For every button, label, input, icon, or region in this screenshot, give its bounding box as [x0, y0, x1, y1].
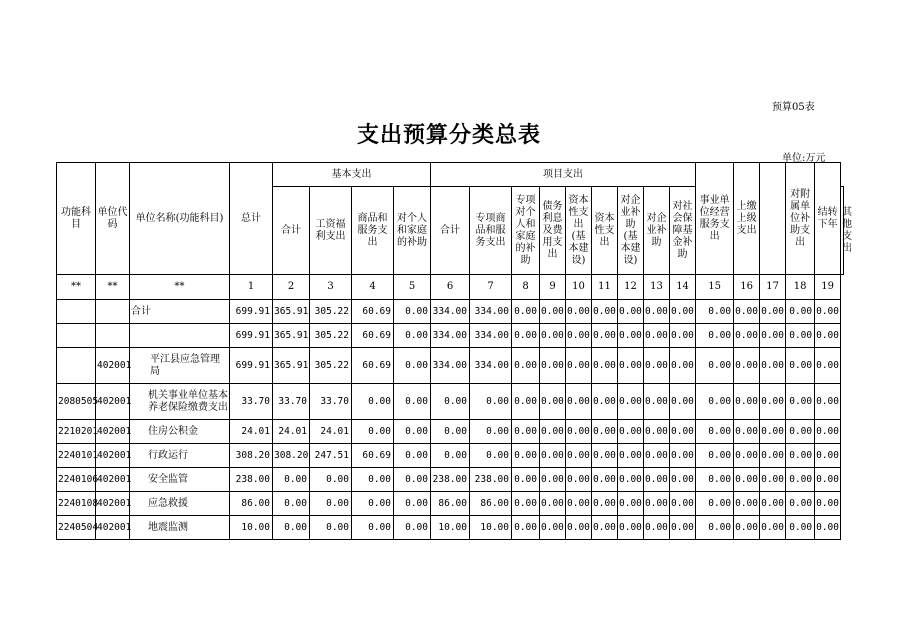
value-cell: 24.01 [310, 420, 352, 444]
value-cell: 0.00 [786, 324, 815, 348]
value-cell: 334.00 [431, 300, 470, 324]
value-cell: 0.00 [540, 348, 566, 384]
value-cell: 0.00 [431, 384, 470, 420]
value-cell: 0.00 [540, 492, 566, 516]
value-cell: 0.00 [760, 468, 786, 492]
value-cell: 0.00 [734, 516, 760, 540]
value-cell: 0.00 [394, 516, 431, 540]
value-cell: 0.00 [512, 384, 540, 420]
value-cell: 0.00 [734, 324, 760, 348]
value-cell: 305.22 [310, 324, 352, 348]
header-salary: 工资福利支出 [310, 187, 352, 275]
value-cell: 0.00 [310, 516, 352, 540]
value-cell: 0.00 [512, 444, 540, 468]
table-row [57, 468, 844, 492]
table-row [57, 300, 844, 324]
header-subsidiary: 对附属单位补助支出 [786, 163, 815, 275]
unit-code-cell [96, 300, 130, 324]
index-cell: 4 [352, 275, 394, 300]
value-cell: 0.00 [592, 444, 618, 468]
func-code-cell [57, 348, 96, 384]
value-cell: 86.00 [431, 492, 470, 516]
value-cell: 0.00 [696, 384, 734, 420]
value-cell: 0.00 [618, 492, 644, 516]
index-cell: 15 [696, 275, 734, 300]
header-debt: 债务利息及费用支出 [540, 187, 566, 275]
header-func-subject: 功能科目 [57, 163, 96, 275]
value-cell: 0.00 [566, 324, 592, 348]
value-cell: 0.00 [592, 300, 618, 324]
value-cell: 0.00 [618, 516, 644, 540]
value-cell: 0.00 [512, 420, 540, 444]
value-cell: 0.00 [815, 420, 841, 444]
value-cell: 0.00 [760, 384, 786, 420]
value-cell: 0.00 [540, 468, 566, 492]
value-cell: 0.00 [566, 384, 592, 420]
value-cell: 0.00 [815, 492, 841, 516]
index-cell: 11 [592, 275, 618, 300]
index-cell: 3 [310, 275, 352, 300]
value-cell: 0.00 [734, 300, 760, 324]
value-cell: 0.00 [470, 444, 512, 468]
unit-code-cell [96, 324, 130, 348]
unit-code-cell: 402001 [96, 468, 130, 492]
unit-code-cell: 402001 [96, 516, 130, 540]
func-code-cell: 2210201 [57, 420, 96, 444]
func-code-cell: 2080505 [57, 384, 96, 420]
value-cell: 0.00 [644, 468, 670, 492]
table-row [57, 348, 844, 384]
table-row [57, 492, 844, 516]
value-cell: 0.00 [760, 300, 786, 324]
header-other: 其他支出 [841, 187, 844, 275]
value-cell: 33.70 [273, 384, 310, 420]
index-cell: 10 [566, 275, 592, 300]
header-basic: 基本支出 [273, 163, 431, 187]
value-cell: 33.70 [230, 384, 273, 420]
func-code-cell: 2240504 [57, 516, 96, 540]
value-cell: 10.00 [470, 516, 512, 540]
table-row [57, 420, 844, 444]
value-cell: 0.00 [352, 516, 394, 540]
value-cell: 0.00 [540, 384, 566, 420]
value-cell: 0.00 [566, 420, 592, 444]
value-cell: 0.00 [696, 324, 734, 348]
header-unit-name: 单位名称(功能科目) [130, 163, 230, 275]
header-proj-total: 合计 [431, 187, 470, 275]
value-cell: 0.00 [618, 420, 644, 444]
value-cell: 0.00 [644, 420, 670, 444]
value-cell: 0.00 [815, 324, 841, 348]
value-cell: 0.00 [670, 300, 696, 324]
index-cell: ** [130, 275, 230, 300]
header-social: 对社会保障基金补助 [670, 187, 696, 275]
value-cell: 60.69 [352, 348, 394, 384]
value-cell: 0.00 [670, 420, 696, 444]
value-cell: 0.00 [760, 420, 786, 444]
value-cell: 0.00 [644, 492, 670, 516]
value-cell: 0.00 [512, 348, 540, 384]
index-cell: 19 [815, 275, 841, 300]
value-cell: 0.00 [644, 348, 670, 384]
header-proj-personal: 专项对个人和家庭的补助 [512, 187, 540, 275]
func-code-cell [57, 324, 96, 348]
value-cell: 0.00 [760, 348, 786, 384]
value-cell: 0.00 [696, 444, 734, 468]
value-cell: 0.00 [670, 348, 696, 384]
table-row [57, 516, 844, 540]
value-cell: 238.00 [470, 468, 512, 492]
value-cell: 0.00 [470, 384, 512, 420]
value-cell: 60.69 [352, 444, 394, 468]
unit-code-cell: 402001 [96, 420, 130, 444]
index-cell: 14 [670, 275, 696, 300]
func-code-cell: 2240108 [57, 492, 96, 516]
table-row [57, 324, 844, 348]
index-row [57, 275, 844, 300]
value-cell: 308.20 [273, 444, 310, 468]
value-cell: 305.22 [310, 348, 352, 384]
value-cell: 0.00 [394, 420, 431, 444]
value-cell: 0.00 [592, 492, 618, 516]
value-cell: 0.00 [512, 516, 540, 540]
value-cell: 0.00 [512, 492, 540, 516]
func-code-cell: 2240101 [57, 444, 96, 468]
value-cell: 0.00 [352, 384, 394, 420]
value-cell: 0.00 [644, 384, 670, 420]
value-cell: 0.00 [786, 420, 815, 444]
value-cell: 0.00 [394, 300, 431, 324]
header-capital: 资本性支出 [592, 187, 618, 275]
value-cell: 0.00 [815, 300, 841, 324]
index-cell: 17 [760, 275, 786, 300]
header-goods: 商品和服务支出 [352, 187, 394, 275]
value-cell: 0.00 [618, 300, 644, 324]
budget-table [56, 162, 853, 540]
value-cell: 0.00 [540, 300, 566, 324]
func-code-cell [57, 300, 96, 324]
unit-name-cell: 机关事业单位基本养老保险缴费支出 [130, 384, 230, 420]
value-cell: 0.00 [394, 348, 431, 384]
unit-name-cell: 合计 [130, 300, 230, 324]
value-cell: 334.00 [470, 324, 512, 348]
value-cell: 699.91 [230, 324, 273, 348]
value-cell: 0.00 [786, 384, 815, 420]
value-cell: 0.00 [734, 420, 760, 444]
value-cell: 0.00 [512, 324, 540, 348]
header-upper: 上缴上级支出 [734, 163, 760, 275]
header-proj-goods: 专项商品和服务支出 [470, 187, 512, 275]
value-cell: 0.00 [696, 420, 734, 444]
unit-label: 单位:万元 [782, 153, 826, 164]
table-row [57, 384, 844, 420]
value-cell: 0.00 [592, 468, 618, 492]
value-cell: 334.00 [470, 300, 512, 324]
unit-name-cell: 平江县应急管理局 [130, 348, 230, 384]
value-cell: 0.00 [696, 348, 734, 384]
form-number: 预算05表 [772, 102, 815, 113]
value-cell: 0.00 [734, 492, 760, 516]
value-cell: 0.00 [352, 492, 394, 516]
value-cell: 0.00 [760, 516, 786, 540]
index-cell: 8 [512, 275, 540, 300]
value-cell: 0.00 [566, 348, 592, 384]
value-cell: 24.01 [273, 420, 310, 444]
value-cell: 334.00 [431, 348, 470, 384]
value-cell: 365.91 [273, 324, 310, 348]
value-cell: 0.00 [618, 348, 644, 384]
value-cell: 0.00 [644, 516, 670, 540]
index-cell: 2 [273, 275, 310, 300]
value-cell: 0.00 [815, 444, 841, 468]
header-other-blank [760, 163, 786, 275]
index-cell: 6 [431, 275, 470, 300]
value-cell: 0.00 [592, 420, 618, 444]
value-cell: 0.00 [394, 384, 431, 420]
unit-name-cell: 安全监管 [130, 468, 230, 492]
value-cell: 334.00 [470, 348, 512, 384]
value-cell: 0.00 [670, 324, 696, 348]
value-cell: 0.00 [566, 468, 592, 492]
value-cell: 0.00 [310, 492, 352, 516]
value-cell: 0.00 [670, 468, 696, 492]
value-cell: 0.00 [786, 348, 815, 384]
value-cell: 24.01 [230, 420, 273, 444]
value-cell: 0.00 [394, 324, 431, 348]
value-cell: 0.00 [786, 300, 815, 324]
index-cell: 5 [394, 275, 431, 300]
header-total: 总计 [230, 163, 273, 275]
value-cell: 238.00 [431, 468, 470, 492]
value-cell: 0.00 [815, 516, 841, 540]
index-cell: 7 [470, 275, 512, 300]
index-cell: ** [57, 275, 96, 300]
value-cell: 0.00 [734, 348, 760, 384]
value-cell: 0.00 [592, 384, 618, 420]
value-cell: 0.00 [540, 324, 566, 348]
value-cell: 305.22 [310, 300, 352, 324]
value-cell: 60.69 [352, 300, 394, 324]
value-cell: 238.00 [230, 468, 273, 492]
value-cell: 0.00 [618, 468, 644, 492]
value-cell: 0.00 [394, 468, 431, 492]
index-cell: 1 [230, 275, 273, 300]
value-cell: 0.00 [394, 492, 431, 516]
value-cell: 0.00 [644, 300, 670, 324]
value-cell: 308.20 [230, 444, 273, 468]
value-cell: 247.51 [310, 444, 352, 468]
unit-code-cell: 402001 [96, 444, 130, 468]
value-cell: 0.00 [394, 444, 431, 468]
value-cell: 0.00 [618, 444, 644, 468]
value-cell: 0.00 [431, 444, 470, 468]
unit-code-cell: 402001 [96, 348, 130, 384]
value-cell: 0.00 [670, 492, 696, 516]
value-cell: 0.00 [566, 492, 592, 516]
value-cell: 0.00 [273, 468, 310, 492]
header-basic-total: 合计 [273, 187, 310, 275]
value-cell: 365.91 [273, 348, 310, 384]
unit-name-cell: 行政运行 [130, 444, 230, 468]
header-biz: 事业单位经营服务支出 [696, 163, 734, 275]
header-ent-base: 对企业补助(基本建设) [618, 187, 644, 275]
value-cell: 0.00 [786, 492, 815, 516]
value-cell: 0.00 [566, 516, 592, 540]
unit-code-cell: 402001 [96, 492, 130, 516]
index-cell: ** [96, 275, 130, 300]
unit-name-cell: 应急救援 [130, 492, 230, 516]
value-cell: 0.00 [618, 324, 644, 348]
value-cell: 0.00 [696, 468, 734, 492]
value-cell: 0.00 [352, 468, 394, 492]
value-cell: 0.00 [592, 324, 618, 348]
value-cell: 10.00 [431, 516, 470, 540]
header-personal: 对个人和家庭的补助 [394, 187, 431, 275]
table-row [57, 444, 844, 468]
value-cell: 699.91 [230, 300, 273, 324]
value-cell: 0.00 [734, 444, 760, 468]
value-cell: 0.00 [670, 444, 696, 468]
value-cell: 0.00 [592, 348, 618, 384]
header-project: 项目支出 [431, 163, 696, 187]
value-cell: 33.70 [310, 384, 352, 420]
value-cell: 0.00 [273, 516, 310, 540]
header-carry: 结转下年 [815, 163, 841, 275]
value-cell: 0.00 [540, 516, 566, 540]
value-cell: 0.00 [644, 324, 670, 348]
value-cell: 0.00 [760, 444, 786, 468]
value-cell: 0.00 [760, 492, 786, 516]
header-unit-code: 单位代码 [96, 163, 130, 275]
unit-name-cell [130, 324, 230, 348]
value-cell: 0.00 [734, 468, 760, 492]
value-cell: 0.00 [431, 420, 470, 444]
value-cell: 0.00 [470, 420, 512, 444]
value-cell: 0.00 [592, 516, 618, 540]
value-cell: 0.00 [670, 516, 696, 540]
unit-name-cell: 地震监测 [130, 516, 230, 540]
index-cell: 18 [786, 275, 815, 300]
value-cell: 0.00 [512, 468, 540, 492]
value-cell: 86.00 [470, 492, 512, 516]
value-cell: 86.00 [230, 492, 273, 516]
value-cell: 0.00 [670, 384, 696, 420]
index-cell: 16 [734, 275, 760, 300]
value-cell: 0.00 [815, 348, 841, 384]
value-cell: 0.00 [566, 300, 592, 324]
value-cell: 0.00 [815, 468, 841, 492]
value-cell: 0.00 [815, 384, 841, 420]
page-title: 支出预算分类总表 [356, 122, 541, 148]
value-cell: 0.00 [696, 492, 734, 516]
unit-name-cell: 住房公积金 [130, 420, 230, 444]
value-cell: 0.00 [786, 444, 815, 468]
value-cell: 60.69 [352, 324, 394, 348]
value-cell: 10.00 [230, 516, 273, 540]
value-cell: 0.00 [352, 420, 394, 444]
header-capital-base: 资本性支出(基本建设) [566, 187, 592, 275]
index-cell: 9 [540, 275, 566, 300]
value-cell: 0.00 [734, 384, 760, 420]
value-cell: 0.00 [786, 468, 815, 492]
value-cell: 0.00 [566, 444, 592, 468]
index-cell: 13 [644, 275, 670, 300]
index-cell: 12 [618, 275, 644, 300]
value-cell: 0.00 [696, 300, 734, 324]
value-cell: 699.91 [230, 348, 273, 384]
value-cell: 365.91 [273, 300, 310, 324]
value-cell: 0.00 [644, 444, 670, 468]
value-cell: 0.00 [310, 468, 352, 492]
value-cell: 0.00 [540, 444, 566, 468]
func-code-cell: 2240106 [57, 468, 96, 492]
value-cell: 0.00 [760, 324, 786, 348]
value-cell: 0.00 [618, 384, 644, 420]
value-cell: 0.00 [512, 300, 540, 324]
unit-code-cell: 402001 [96, 384, 130, 420]
value-cell: 334.00 [431, 324, 470, 348]
header-ent: 对企业补助 [644, 187, 670, 275]
value-cell: 0.00 [540, 420, 566, 444]
value-cell: 0.00 [786, 516, 815, 540]
value-cell: 0.00 [696, 516, 734, 540]
value-cell: 0.00 [273, 492, 310, 516]
